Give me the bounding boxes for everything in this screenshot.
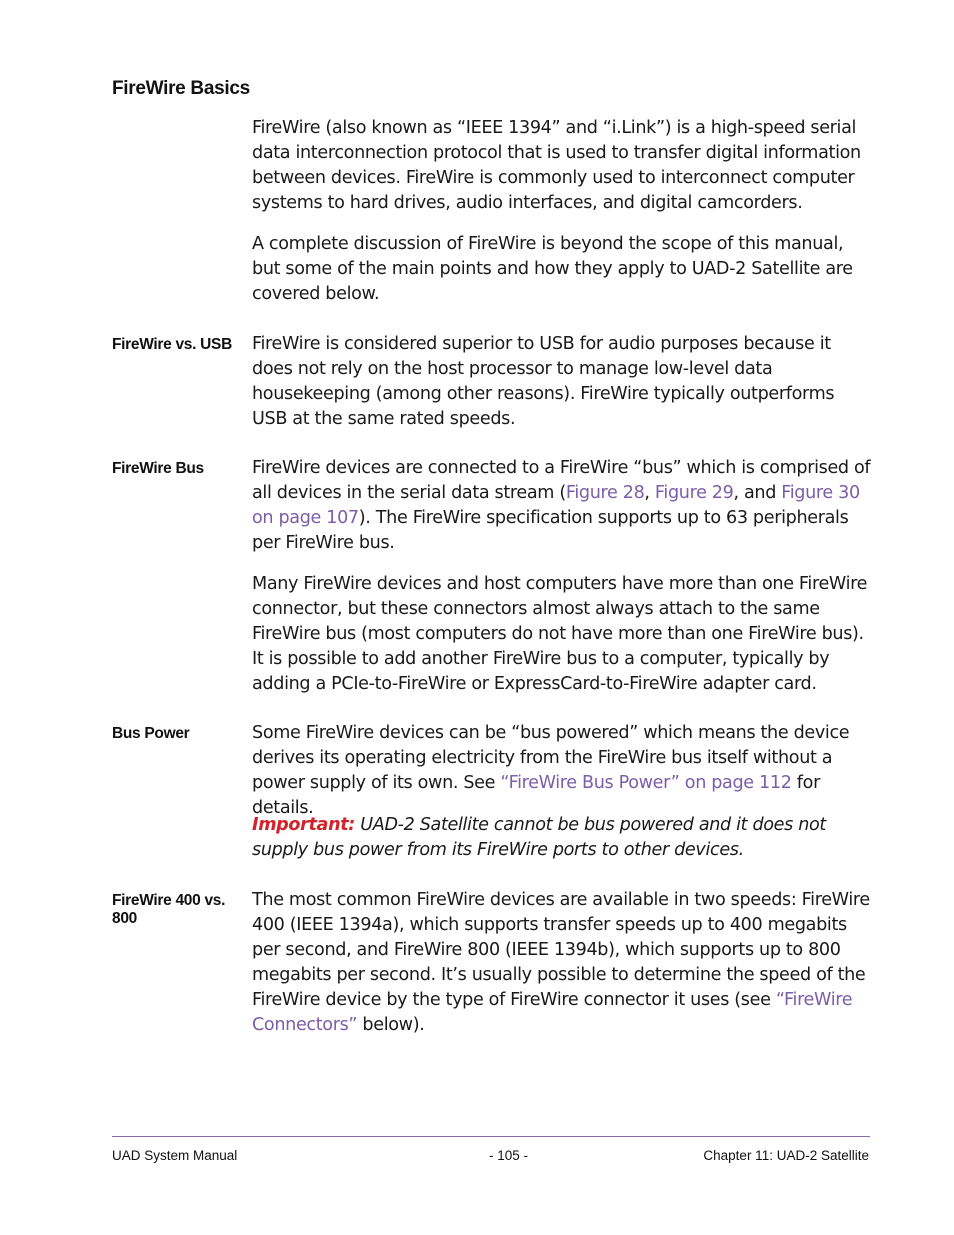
bus-power-text-b: for details. [252, 773, 820, 818]
intro-paragraph-1: FireWire (also known as “IEEE 1394” and “i.Link”) is a high-speed serial data interconnection protocol that is used to transfer digital information between devices. FireWire is commonly used to interconnect computer systems to hard drives, audio interfaces, and digital camcorders. [252, 118, 861, 213]
heading-firewire-400-vs-800: FireWire 400 vs. 800 [112, 892, 226, 927]
speeds-text-b: below). [357, 1015, 425, 1035]
bus-separator-2: , and [733, 483, 782, 503]
speeds-text-a: The most common FireWire devices are available in two speeds: FireWire 400 (IEEE 1394a), which supports transfer speeds up to 400 megabits per second, and FireWire 800 (IEEE 1394b), which supports up to 800 megabits per second. It’s usually possible to determine the speed of the FireWire device by the type of FireWire connector it uses (see [252, 890, 870, 1010]
important-note [252, 813, 874, 863]
bus-separator-1: , [644, 483, 655, 503]
bus-power-paragraph [252, 721, 874, 821]
link-figure-30[interactable]: Figure 30 on page 107 [252, 483, 860, 528]
important-label: Important: [252, 815, 355, 835]
footer-rule [112, 1136, 870, 1137]
bus-text-a: FireWire devices are connected to a FireWire “bus” which is comprised of all devices in the serial data stream ( [252, 458, 871, 503]
heading-bus-power: Bus Power [112, 725, 190, 742]
footer-page-number: - 105 - [489, 1148, 529, 1163]
heading-firewire-bus: FireWire Bus [112, 460, 204, 477]
section-title: FireWire Basics [112, 78, 250, 99]
footer-manual-title: UAD System Manual [112, 1148, 238, 1163]
link-figure-29[interactable]: Figure 29 [654, 483, 734, 503]
footer-chapter: Chapter 11: UAD-2 Satellite [703, 1148, 869, 1163]
link-firewire-bus-power[interactable]: “FireWire Bus Power” on page 112 [500, 773, 792, 793]
vs-usb-paragraph: FireWire is considered superior to USB for audio purposes because it does not rely on the host processor to manage low-level data housekeeping (among other reasons). FireWire typically outperforms USB at the same rated speeds. [252, 334, 835, 429]
bus-power-text-a: Some FireWire devices can be “bus powered” which means the device derives its operating electricity from the FireWire bus itself without a power supply of its own. See [252, 723, 850, 793]
speeds-paragraph [252, 888, 874, 1038]
link-figure-28[interactable]: Figure 28 [565, 483, 645, 503]
link-firewire-connectors[interactable]: “FireWire Connectors” [252, 990, 853, 1035]
bus-paragraph-2: Many FireWire devices and host computers have more than one FireWire connector, but these connectors almost always attach to the same FireWire bus (most computers do not have more than one FireWire bus). It is possible to add another FireWire bus to a computer, typically by adding a PCIe-to-FireWire or ExpressCard-to-FireWire adapter card. [252, 574, 868, 694]
bus-text-b: ). The FireWire specification supports up to 63 peripherals per FireWire bus. [252, 508, 849, 553]
bus-paragraph-1 [252, 456, 874, 556]
intro-paragraph-2: A complete discussion of FireWire is beyond the scope of this manual, but some of the main points and how they apply to UAD-2 Satellite are covered below. [252, 234, 853, 304]
important-text: UAD-2 Satellite cannot be bus powered and it does not supply bus power from its FireWire ports to other devices. [252, 815, 826, 860]
heading-firewire-vs-usb: FireWire vs. USB [112, 336, 232, 353]
